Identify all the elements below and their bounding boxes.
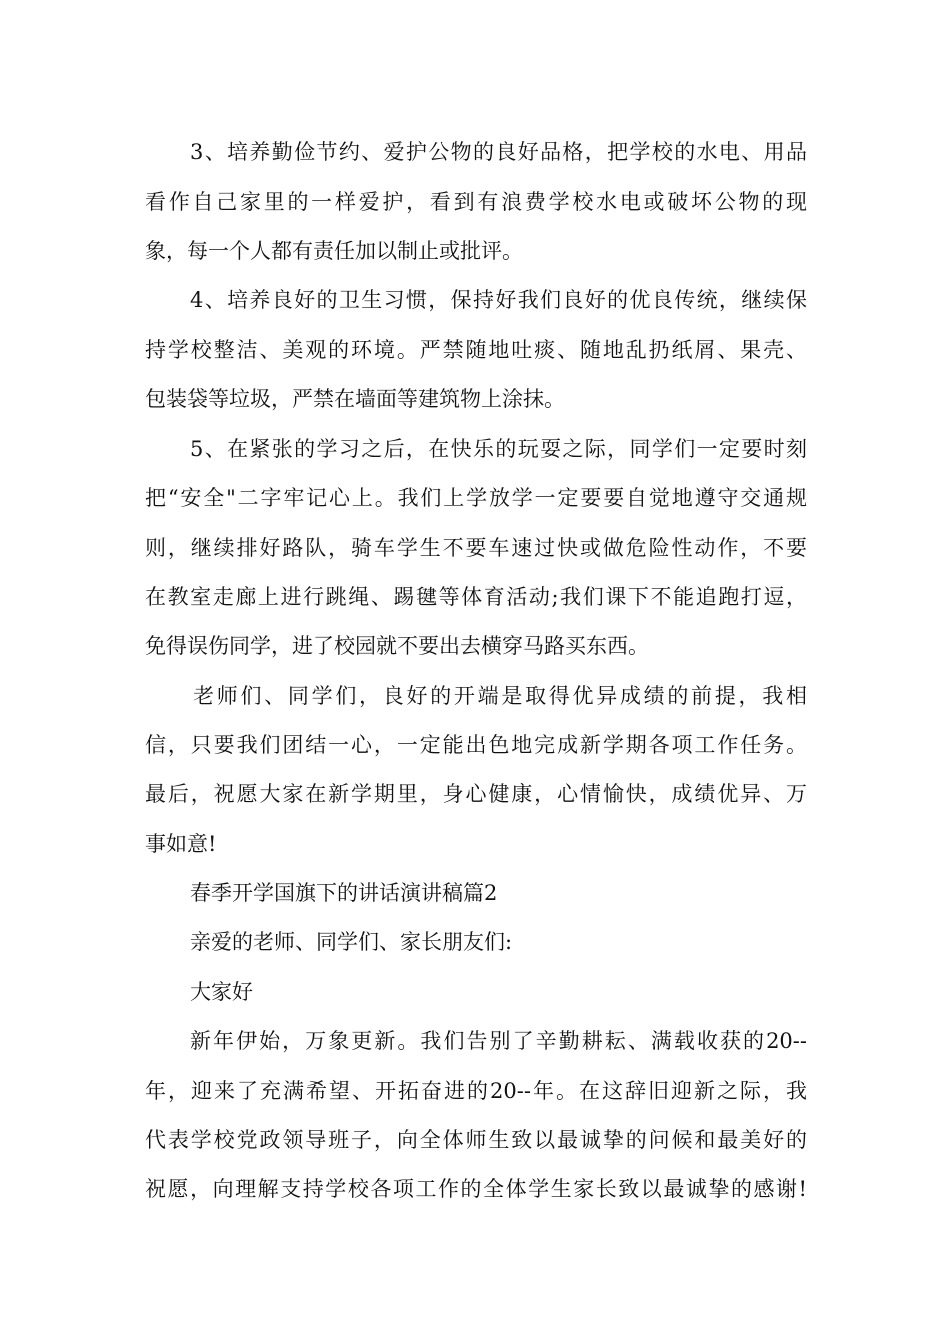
paragraph-line: 4、培养良好的卫生习惯，保持好我们良好的优良传统，继续保: [190, 288, 807, 312]
paragraph-line: 3、培养勤俭节约、爱护公物的良好品格，把学校的水电、用品: [190, 140, 807, 164]
greeting-line: 大家好: [190, 980, 253, 1004]
paragraph-line: 老师们、同学们，良好的开端是取得优异成绩的前提，我相: [193, 684, 807, 708]
paragraph-line: 把“安全"二字牢记心上。我们上学放学一定要要自觉地遵守交通规: [145, 486, 807, 510]
paragraph-line: 持学校整洁、美观的环境。严禁随地吐痰、随地乱扔纸屑、果壳、: [145, 338, 807, 362]
paragraph-line: 新年伊始，万象更新。我们告别了辛勤耕耘、满载收获的20--: [190, 1029, 807, 1053]
paragraph-line: 最后，祝愿大家在新学期里，身心健康，心情愉快，成绩优异、万: [145, 782, 807, 806]
section-heading: 春季开学国旗下的讲话演讲稿篇2: [190, 881, 498, 905]
paragraph-line: 5、在紧张的学习之后，在快乐的玩耍之际，同学们一定要时刻: [190, 437, 807, 461]
paragraph-line: 则，继续排好路队，骑车学生不要车速过快或做危险性动作，不要: [145, 536, 807, 560]
paragraph-line: 事如意!: [145, 832, 217, 856]
paragraph-line: 年，迎来了充满希望、开拓奋进的20--年。在这辞旧迎新之际，我: [145, 1079, 807, 1103]
paragraph-line: 祝愿，向理解支持学校各项工作的全体学生家长致以最诚挚的感谢!: [145, 1177, 807, 1201]
paragraph-line: 象，每一个人都有责任加以制止或批评。: [145, 239, 523, 263]
paragraph-line: 信，只要我们团结一心，一定能出色地完成新学期各项工作任务。: [145, 733, 807, 757]
paragraph-line: 包装袋等垃圾，严禁在墙面等建筑物上涂抹。: [145, 387, 565, 411]
paragraph-line: 代表学校党政领导班子，向全体师生致以最诚挚的问候和最美好的: [145, 1128, 807, 1152]
paragraph-line: 免得误伤同学，进了校园就不要出去横穿马路买东西。: [145, 634, 649, 658]
paragraph-line: 在教室走廊上进行跳绳、踢毽等体育活动;我们课下不能追跑打逗，: [145, 585, 807, 609]
paragraph-line: 看作自己家里的一样爱护，看到有浪费学校水电或破坏公物的现: [145, 190, 807, 214]
salutation-line: 亲爱的老师、同学们、家长朋友们:: [190, 930, 513, 954]
